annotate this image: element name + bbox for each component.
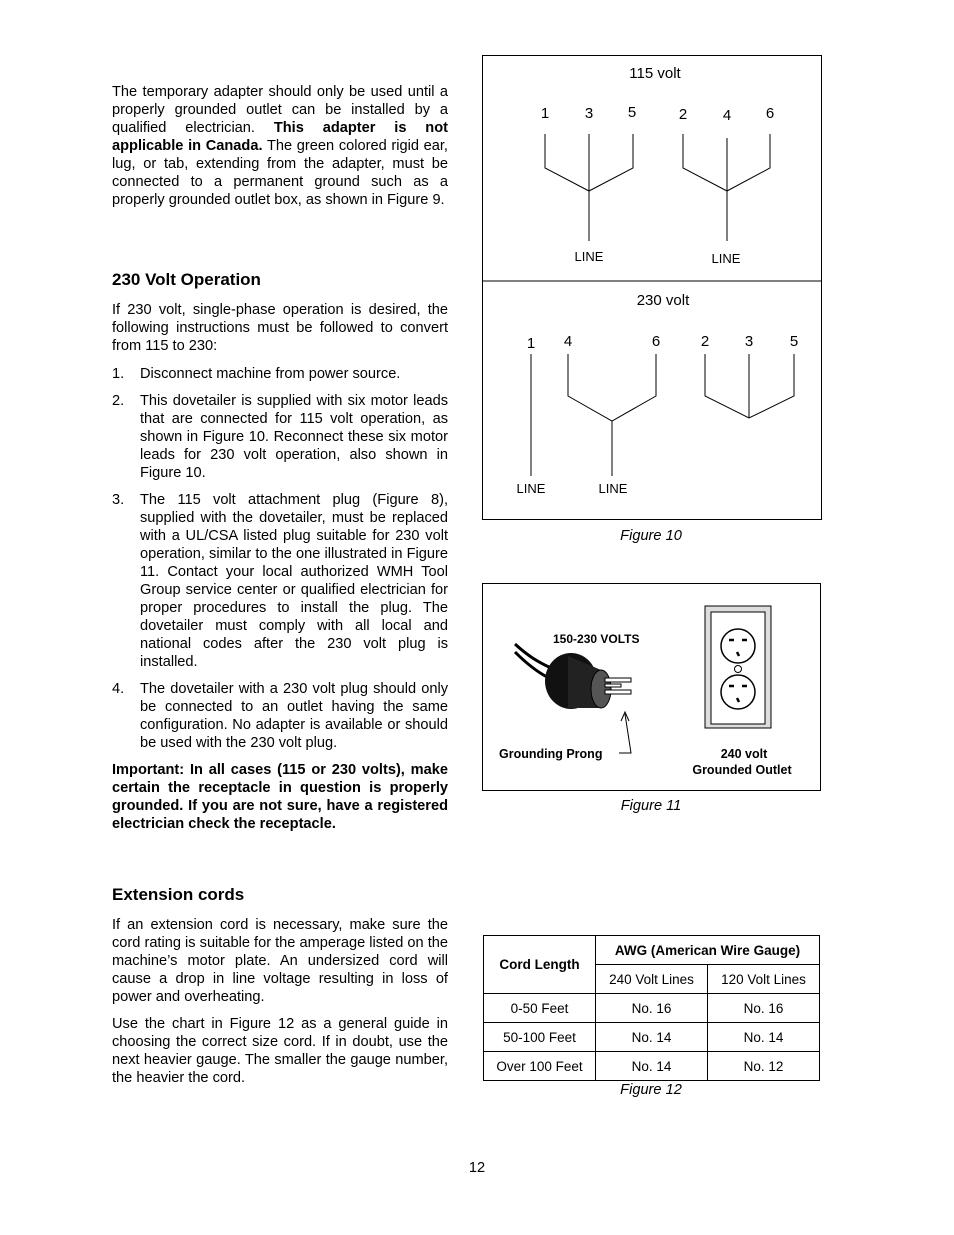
intro-paragraph: The temporary adapter should only be used until a properly grounded outlet can be installed by a qualified electrician. This adapter is not applicable in Canada. The green colored rigid ear, lug, or tab, extending from the adapter, must be connected to a permanent ground such as a properly grounded outlet box, as shown in Figure 9.: [112, 84, 448, 208]
lead-number: 3: [584, 105, 594, 122]
table-row: Over 100 Feet No. 14 No. 12: [484, 1052, 820, 1081]
steps-list: [112, 365, 448, 752]
subheader-120-volt: 120 Volt Lines: [708, 965, 820, 994]
lead-number: 2: [678, 106, 688, 123]
outlet-label-line-2: Grounded Outlet: [692, 763, 792, 777]
intro-text: [112, 83, 448, 209]
wires-115-left: [545, 134, 633, 241]
header-awg: AWG (American Wire Gauge): [596, 936, 820, 965]
figure-11-plug-outlet: [482, 583, 821, 791]
figure-10-wiring-diagram: [482, 55, 822, 520]
outlet-label-line-1: 240 volt: [720, 747, 768, 761]
volts-label: 150-230 VOLTS: [553, 632, 640, 646]
step-item: 2. This dovetailer is supplied with six motor leads that are connected for 115 volt operation, as shown in Figure 10. Reconnect these six motor leads for 230 volt operation, also shown in Figure 10.: [112, 393, 448, 481]
table-row: 0-50 Feet No. 16 No. 16: [484, 994, 820, 1023]
wire-gauge-table: [483, 935, 820, 1081]
section-230-intro: If 230 volt, single-phase operation is desired, the following instructions must be followed to convert from 115 to 230:: [112, 302, 448, 354]
lead-number: 1: [540, 105, 550, 122]
subheader-240-volt: 240 Volt Lines: [596, 965, 708, 994]
lead-number: 6: [651, 333, 661, 350]
lead-number: 1: [526, 335, 536, 352]
extension-body: [112, 916, 448, 1087]
figure-12-caption: Figure 12: [620, 1082, 682, 1098]
plug-outlet-svg: [483, 584, 820, 790]
lead-number: 3: [744, 333, 754, 350]
lead-number: 4: [722, 107, 732, 124]
page-number: 12: [468, 1160, 486, 1176]
canada-notice: This adapter is not applicable in Canada.: [112, 120, 448, 154]
wires-230: [531, 354, 794, 476]
section-title-230-volt: 230 Volt Operation: [112, 270, 261, 289]
section-title-extension-cords: Extension cords: [112, 885, 245, 904]
figure-10-caption: Figure 10: [620, 528, 682, 544]
lead-number: 6: [765, 105, 775, 122]
important-notice: Important: In all cases (115 or 230 volts), make certain the receptacle in question is properly grounded. If you are not sure, have a registered electrician check the receptacle.: [112, 762, 448, 832]
title-115-volt: 115 volt: [629, 65, 681, 82]
table-row: 50-100 Feet No. 14 No. 14: [484, 1023, 820, 1052]
prong-arrow-icon: [619, 712, 631, 753]
line-label: LINE: [711, 251, 741, 266]
section-230-body: [112, 301, 448, 833]
extension-paragraph-2: Use the chart in Figure 12 as a general guide in choosing the correct size cord. If in doubt, use the next heavier gauge. The smaller the gauge number, the heavier the cord.: [112, 1016, 448, 1086]
line-label: LINE: [598, 481, 628, 496]
title-230-volt: 230 volt: [636, 292, 690, 309]
header-cord-length: Cord Length: [484, 936, 596, 994]
lead-number: 5: [627, 104, 637, 121]
lead-number: 5: [789, 333, 799, 350]
grounding-prong-label: Grounding Prong: [499, 747, 603, 761]
outlet-icon: [705, 606, 771, 728]
step-item: 3. The 115 volt attachment plug (Figure 8), supplied with the dovetailer, must be replaced with a UL/CSA listed plug suitable for 230 volt operation, similar to the one illustrated in Figure 11. Contact your local authorized WMH Tool Group service center or qualified electrician for proper procedures to install the plug. The dovetailer must comply with all local and national codes after the 230 volt plug is installed.: [112, 492, 448, 670]
wires-115-right: [683, 134, 770, 241]
step-item: 1. Disconnect machine from power source.: [112, 366, 401, 382]
extension-paragraph-1: If an extension cord is necessary, make sure the cord rating is suitable for the amperage listed on the machine’s motor plate. An undersized cord will cause a drop in line voltage resulting in loss of power and overheating.: [112, 917, 448, 1005]
figure-11-caption: Figure 11: [620, 798, 682, 814]
step-item: 4. The dovetailer with a 230 volt plug should only be connected to an outlet having the same configuration. No adapter is available or should be used with the 230 volt plug.: [112, 681, 448, 751]
wiring-diagram-svg: [483, 56, 821, 519]
line-label: LINE: [516, 481, 546, 496]
lead-number: 2: [700, 333, 710, 350]
lead-number: 4: [563, 333, 573, 350]
line-label: LINE: [574, 249, 604, 264]
plug-icon: [545, 653, 631, 709]
table-header-row: [484, 936, 820, 965]
